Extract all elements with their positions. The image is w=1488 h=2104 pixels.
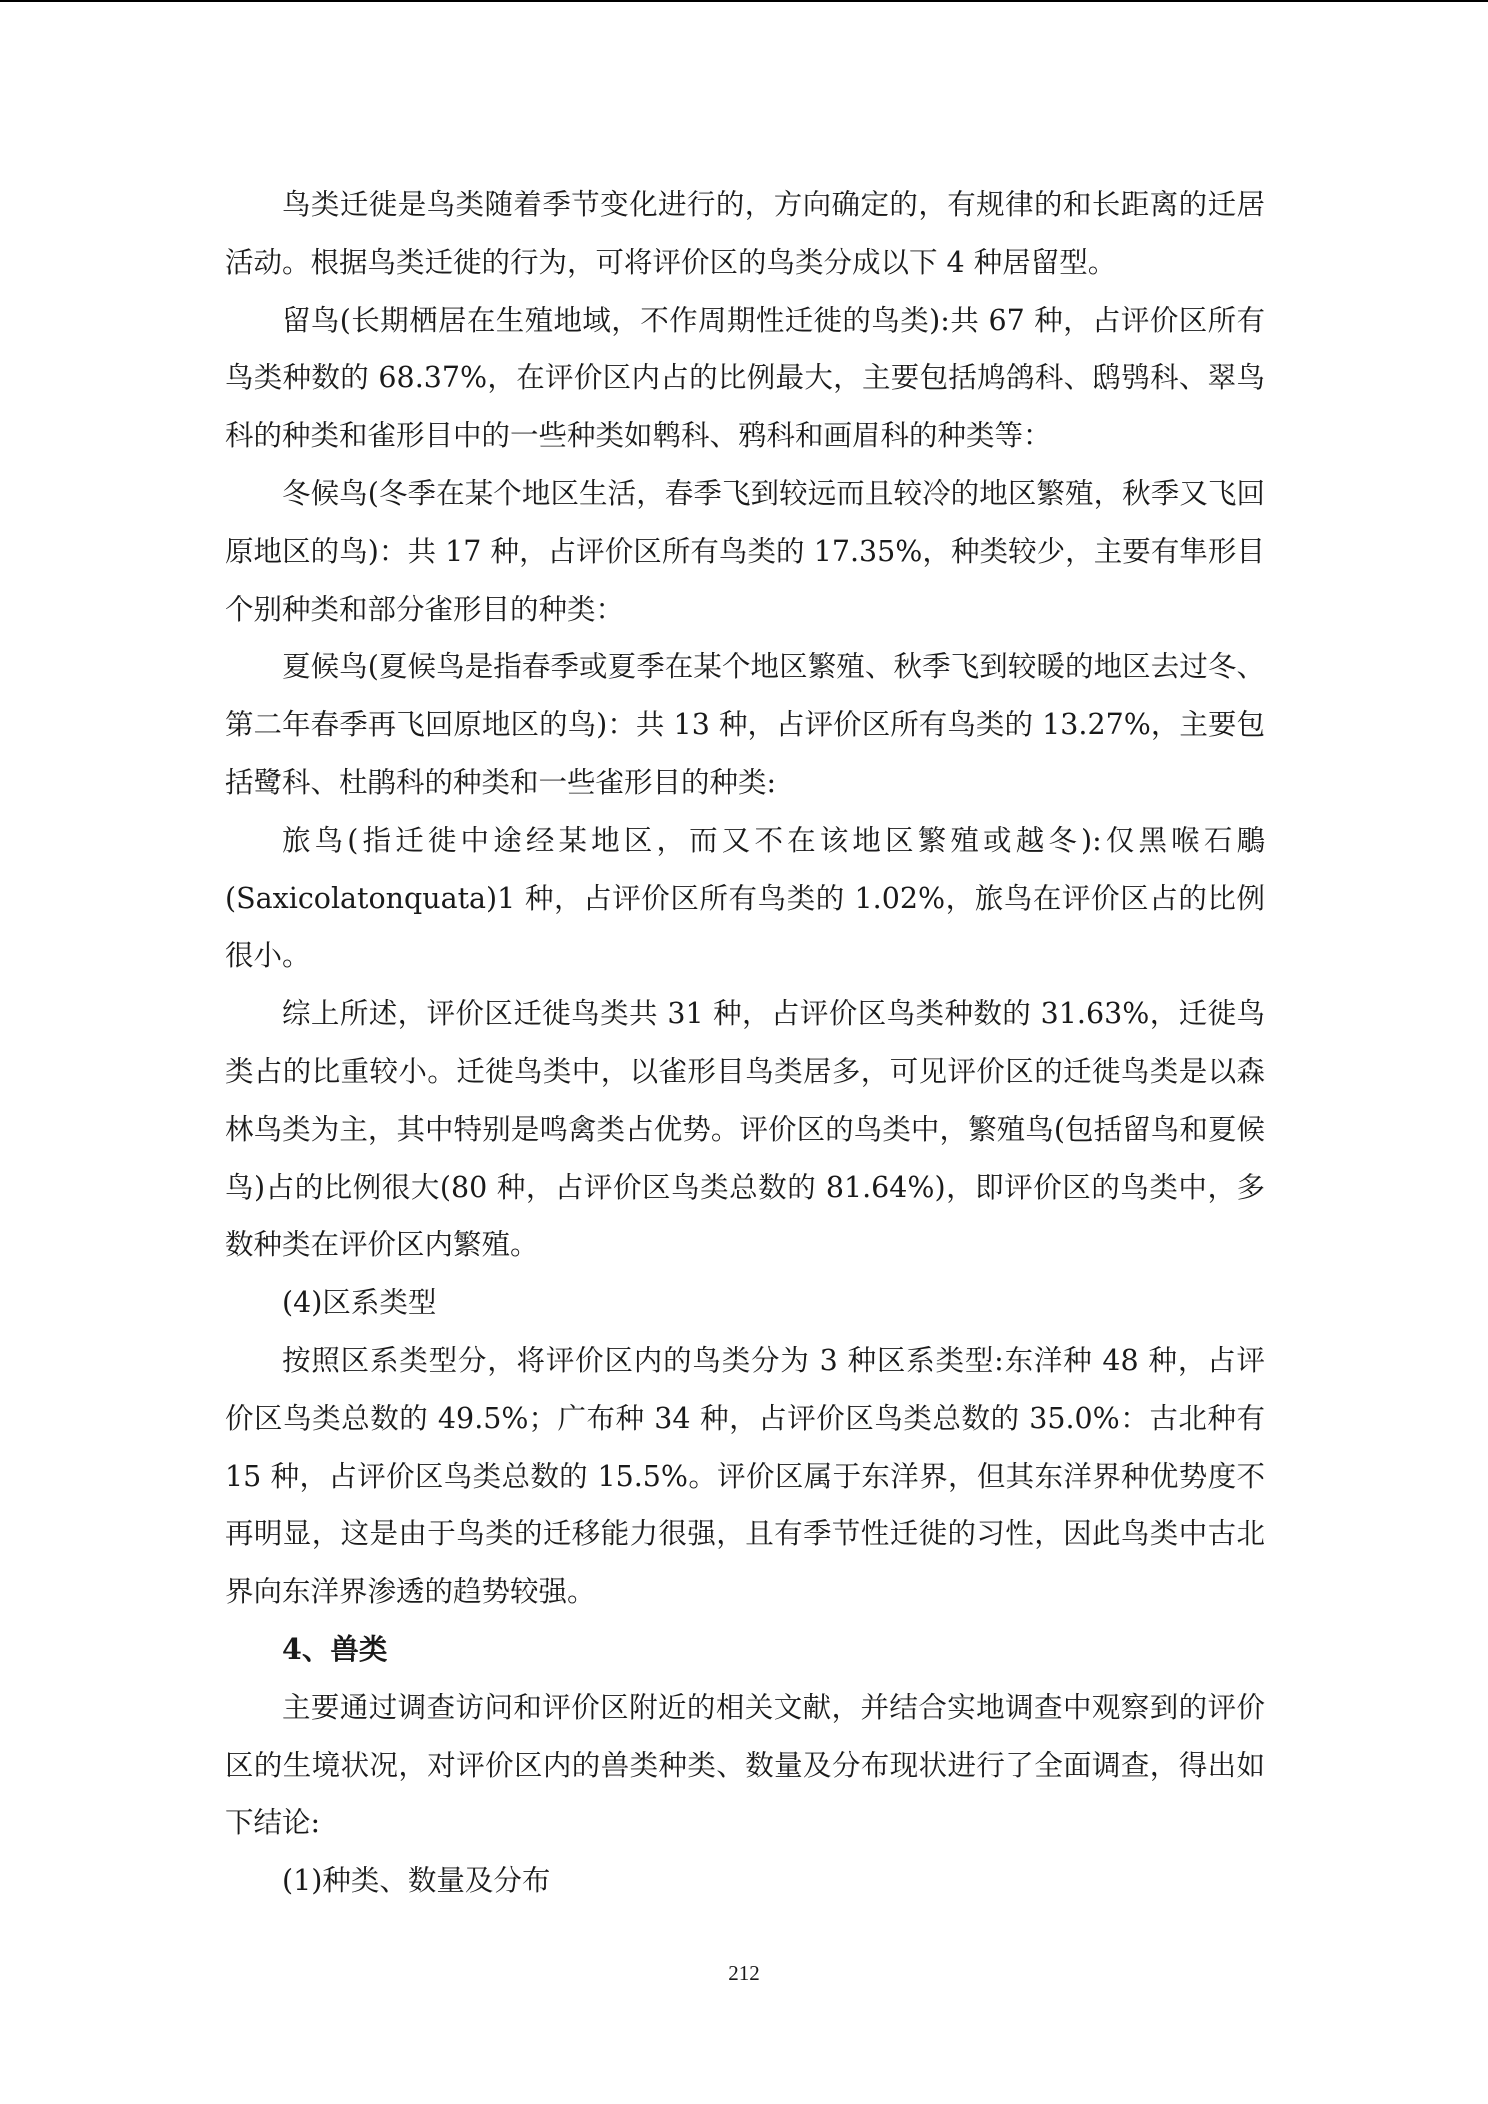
page-number: 212 xyxy=(728,1961,760,1985)
subheading-faunal-type: (4)区系类型 xyxy=(282,1286,437,1320)
subheading-species-quantity-distribution: (1)种类、数量及分布 xyxy=(282,1864,551,1898)
paragraph-faunal-type: 按照区系类型分，将评价区内的鸟类分为 3 种区系类型:东洋种 48 种，占评价区鸟类总数的 49.5%；广布种 34 种，占评价区鸟类总数的 35.0%：古北种有 15 种，占评价区鸟类总数的 15.5%。评价区属于东洋界，但其东洋界种优势度不再明显，这是由于鸟类的迁移能力很强，且有季节性迁徙的习性，因此鸟类中古北界向东洋界渗透的趋势较强。 xyxy=(225,1343,1265,1609)
paragraph-migration-summary: 综上所述，评价区迁徙鸟类共 31 种，占评价区鸟类种数的 31.63%，迁徙鸟类占的比重较小。迁徙鸟类中，以雀形目鸟类居多，可见评价区的迁徙鸟类是以森林鸟类为主，其中特别是鸣禽类占优势。评价区的鸟类中，繁殖鸟(包括留鸟和夏候鸟)占的比例很大(80 种，占评价区鸟类总数的 81.64%)，即评价区的鸟类中，多数种类在评价区内繁殖。 xyxy=(225,997,1265,1262)
top-border-line xyxy=(0,0,1488,2)
paragraph-winter-visitors: 冬候鸟(冬季在某个地区生活，春季飞到较远而且较冷的地区繁殖，秋季又飞回原地区的鸟)：共 17 种，占评价区所有鸟类的 17.35%，种类较少，主要有隼形目个别种类和部分雀形目的种类： xyxy=(225,476,1265,626)
paragraph-passage-migrants: 旅鸟(指迁徙中途经某地区，而又不在该地区繁殖或越冬):仅黑喉石鵰(Saxicolatonquata)1 种，占评价区所有鸟类的 1.02%，旅鸟在评价区占的比例很小。 xyxy=(225,823,1265,973)
paragraph-bird-migration-intro: 鸟类迁徙是鸟类随着季节变化进行的，方向确定的，有规律的和长距离的迁居活动。根据鸟类迁徙的行为，可将评价区的鸟类分成以下 4 种居留型。 xyxy=(225,188,1265,279)
paragraph-summer-visitors: 夏候鸟(夏候鸟是指春季或夏季在某个地区繁殖、秋季飞到较暖的地区去过冬、第二年春季再飞回原地区的鸟)：共 13 种，占评价区所有鸟类的 13.27%，主要包括鹭科、杜鹃科的种类和一些雀形目的种类: xyxy=(225,650,1266,799)
paragraph-mammal-survey: 主要通过调查访问和评价区附近的相关文献，并结合实地调查中观察到的评价区的生境状况，对评价区内的兽类种类、数量及分布现状进行了全面调查，得出如下结论: xyxy=(225,1690,1265,1840)
section-heading-mammals: 4、兽类 xyxy=(282,1631,388,1666)
paragraph-resident-birds: 留鸟(长期栖居在生殖地域，不作周期性迁徙的鸟类):共 67 种，占评价区所有鸟类种数的 68.37%，在评价区内占的比例最大，主要包括鸠鸽科、鸱鸮科、翠鸟科的种类和雀形目中的一些种类如鹎科、鸦科和画眉科的种类等： xyxy=(225,303,1265,453)
document-body xyxy=(225,176,1265,1910)
